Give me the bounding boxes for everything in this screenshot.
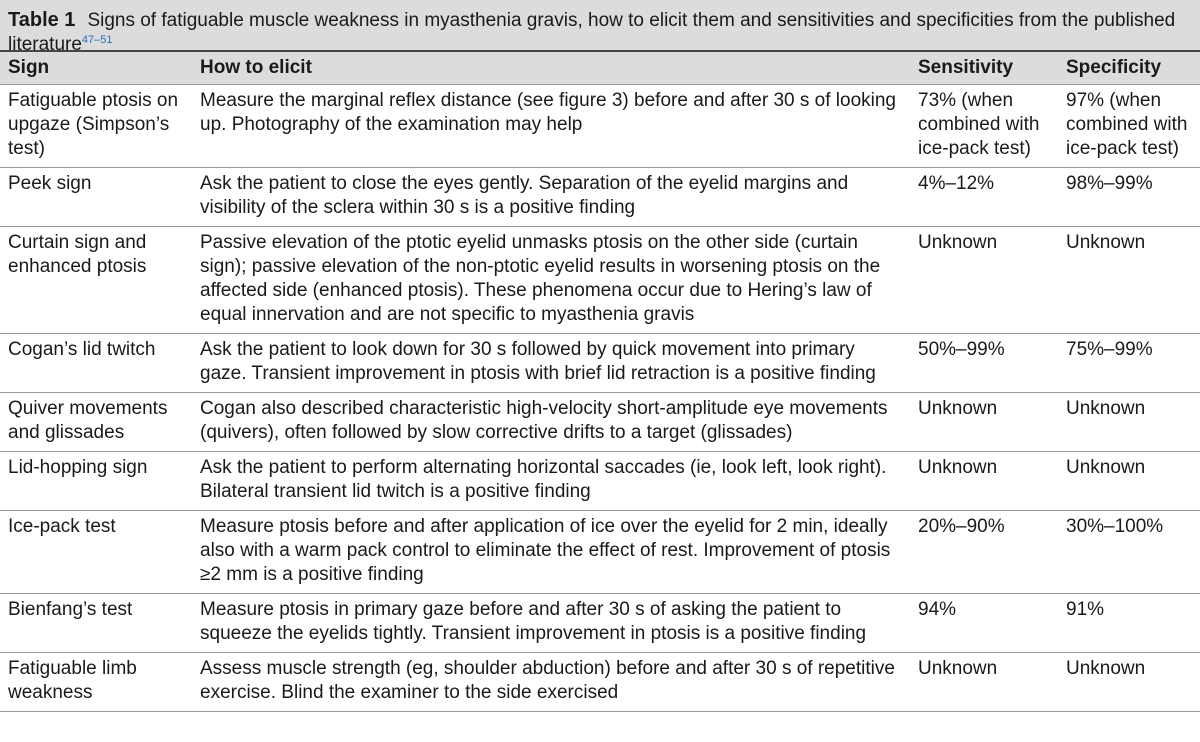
table-row — [0, 85, 1200, 168]
cell-sensitivity: Unknown — [910, 452, 1058, 511]
cell-specificity: Unknown — [1058, 393, 1200, 452]
cell-specificity: 30%–100% — [1058, 511, 1200, 594]
cell-sign: Peek sign — [0, 168, 192, 227]
cell-how: Passive elevation of the ptotic eyelid unmasks ptosis on the other side (curtain sign); passive elevation of the non-ptotic eyelid results in worsening ptosis on the affected side (enhanced ptosis). These phenomena occur due to Hering’s law of equal innervation and are not specific to myasthenia gravis — [192, 227, 910, 334]
cell-sign: Bienfang’s test — [0, 594, 192, 653]
cell-sign: Fatiguable ptosis on upgaze (Simpson’s test) — [0, 85, 192, 168]
cell-how: Assess muscle strength (eg, shoulder abduction) before and after 30 s of repetitive exercise. Blind the examiner to the side exercised — [192, 653, 910, 712]
cell-specificity: Unknown — [1058, 653, 1200, 712]
table-row — [0, 511, 1200, 594]
cell-how: Ask the patient to perform alternating horizontal saccades (ie, look left, look right). Bilateral transient lid twitch is a positive finding — [192, 452, 910, 511]
table-row — [0, 168, 1200, 227]
cell-sensitivity: Unknown — [910, 393, 1058, 452]
caption-line-1 — [8, 8, 1188, 33]
cell-how: Ask the patient to look down for 30 s followed by quick movement into primary gaze. Transient improvement in ptosis with brief lid retraction is a positive finding — [192, 334, 910, 393]
caption-text: Signs of fatiguable muscle weakness in myasthenia gravis, how to elicit them and sensitivities and specificities from the published — [87, 10, 1176, 31]
cell-how: Measure ptosis in primary gaze before and after 30 s of asking the patient to squeeze the eyelids tightly. Transient improvement in ptosis is a positive finding — [192, 594, 910, 653]
table-row — [0, 227, 1200, 334]
cell-sign: Fatiguable limb weakness — [0, 653, 192, 712]
cell-sensitivity: 50%–99% — [910, 334, 1058, 393]
table-row — [0, 393, 1200, 452]
cell-how: Cogan also described characteristic high-velocity short-amplitude eye movements (quivers), often followed by slow corrective drifts to a target (glissades) — [192, 393, 910, 452]
cell-sensitivity: 4%–12% — [910, 168, 1058, 227]
header-how-to-elicit: How to elicit — [200, 57, 312, 78]
signs-table — [0, 50, 1200, 712]
cell-specificity: 91% — [1058, 594, 1200, 653]
header-sensitivity: Sensitivity — [918, 57, 1014, 78]
cell-how: Measure ptosis before and after application of ice over the eyelid for 2 min, ideally also with a warm pack control to eliminate the effect of rest. Improvement of ptosis ≥2 mm is a positive finding — [192, 511, 910, 594]
cell-sign: Quiver movements and glissades — [0, 393, 192, 452]
cell-sign: Lid-hopping sign — [0, 452, 192, 511]
cell-sign: Cogan’s lid twitch — [0, 334, 192, 393]
cell-specificity: Unknown — [1058, 452, 1200, 511]
reference-link[interactable]: 47–51 — [81, 34, 113, 46]
header-sign: Sign — [8, 57, 50, 78]
cell-how: Ask the patient to close the eyes gently. Separation of the eyelid margins and visibility of the sclera within 30 s is a positive finding — [192, 168, 910, 227]
cell-sensitivity: Unknown — [910, 227, 1058, 334]
cell-specificity: 75%–99% — [1058, 334, 1200, 393]
table-row — [0, 334, 1200, 393]
table-row — [0, 653, 1200, 712]
header-row — [0, 51, 1200, 85]
table-caption — [0, 0, 1200, 55]
cell-specificity: 98%–99% — [1058, 168, 1200, 227]
table-number: Table 1 — [8, 9, 76, 31]
cell-sign: Curtain sign and enhanced ptosis — [0, 227, 192, 334]
cell-how: Measure the marginal reflex distance (see figure 3) before and after 30 s of looking up. Photography of the examination may help — [192, 85, 910, 168]
cell-sensitivity: Unknown — [910, 653, 1058, 712]
cell-specificity: Unknown — [1058, 227, 1200, 334]
cell-sensitivity: 73% (when combined with ice-pack test) — [910, 85, 1058, 168]
cell-sensitivity: 94% — [910, 594, 1058, 653]
cell-specificity: 97% (when combined with ice-pack test) — [1058, 85, 1200, 168]
table-row — [0, 594, 1200, 653]
header-specificity: Specificity — [1066, 57, 1162, 78]
cell-sensitivity: 20%–90% — [910, 511, 1058, 594]
table-row — [0, 452, 1200, 511]
caption-text-continued: literature — [8, 34, 82, 55]
cell-sign: Ice-pack test — [0, 511, 192, 594]
